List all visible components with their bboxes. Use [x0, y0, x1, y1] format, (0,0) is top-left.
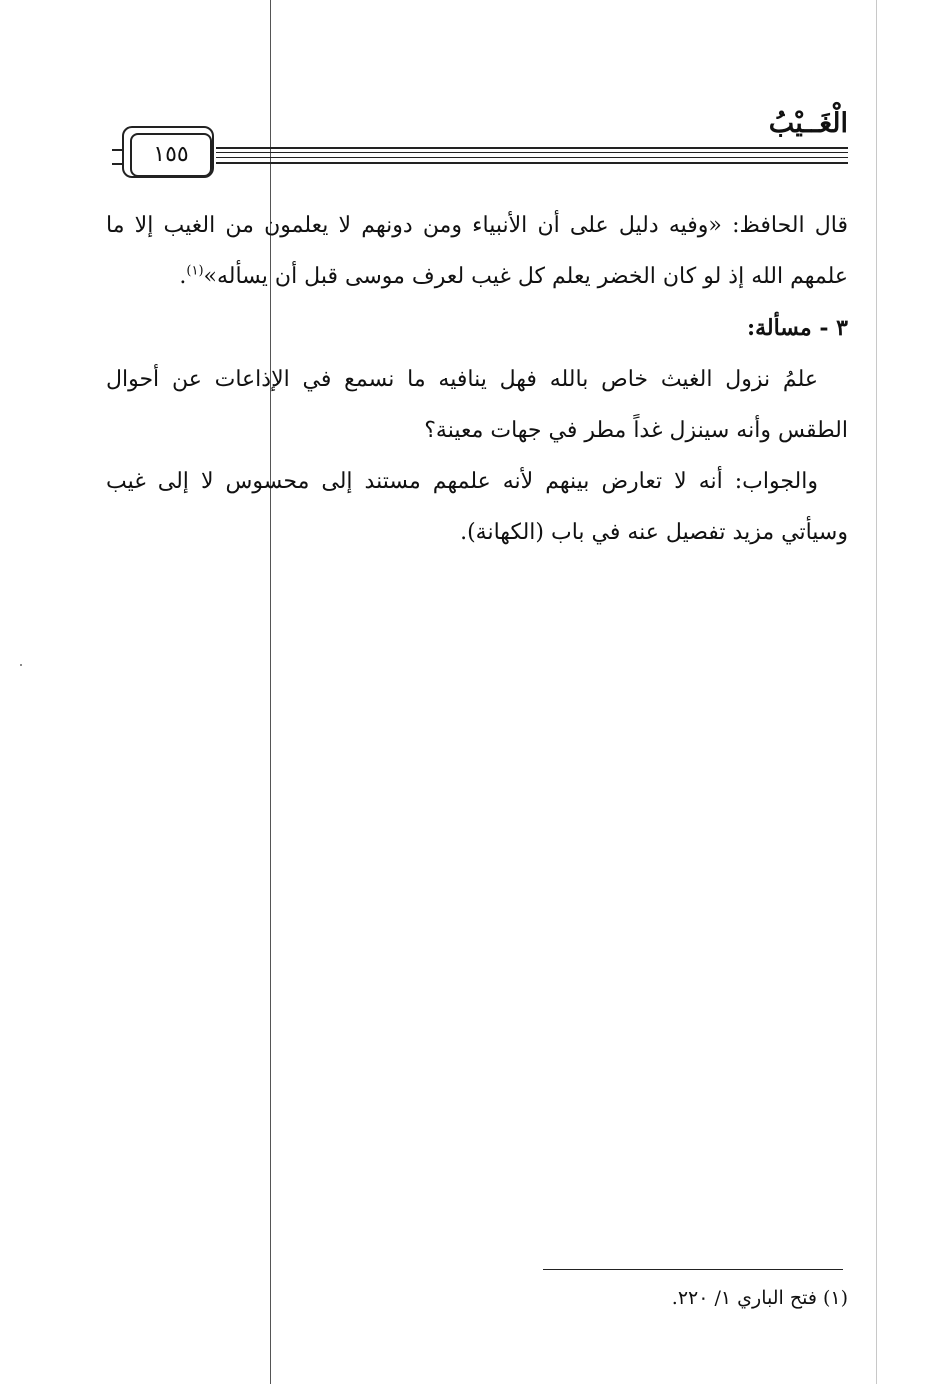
- header-rule: [216, 147, 848, 149]
- paragraph-quote-text: قال الحافظ: «وفيه دليل على أن الأنبياء ومن دونهم لا يعلمون من الغيب إلا ما علمهم الله إذ لو كان الخضر يعلم كل غيب لعرف موسى قبل أن يسأله»: [106, 213, 848, 289]
- paragraph-answer: والجواب: أنه لا تعارض بينهم لأنه علمهم مستند إلى محسوس لا إلى غيب وسيأتي مزيد تفصيل عنه في باب (الكهانة).: [106, 469, 848, 545]
- running-header-title: الْغَــيْبُ: [768, 108, 848, 139]
- page-edge-line: [876, 0, 877, 1384]
- header-rule: [216, 157, 848, 158]
- footnote-reference: (١): [186, 263, 204, 279]
- page-number: ١٥٥: [153, 142, 189, 167]
- footnote: (١) فتح الباري ١/ ٢٢٠.: [671, 1287, 848, 1309]
- page-number-box: [130, 133, 212, 177]
- paragraph-quote: [106, 200, 848, 302]
- paragraph-question: علمُ نزول الغيث خاص بالله فهل ينافيه ما نسمع في الإذاعات عن أحوال الطقس وأنه سينزل غداً مطر في جهات معينة؟: [106, 367, 848, 443]
- header-rule: [216, 162, 848, 164]
- footnote-separator: [543, 1269, 843, 1270]
- section-heading: ٣ - مسألة:: [746, 315, 848, 341]
- scan-speck: [20, 664, 22, 666]
- header-rule: [216, 152, 848, 153]
- header-rule-end-mark: [112, 149, 122, 165]
- paragraph-end-punct: .: [179, 264, 187, 289]
